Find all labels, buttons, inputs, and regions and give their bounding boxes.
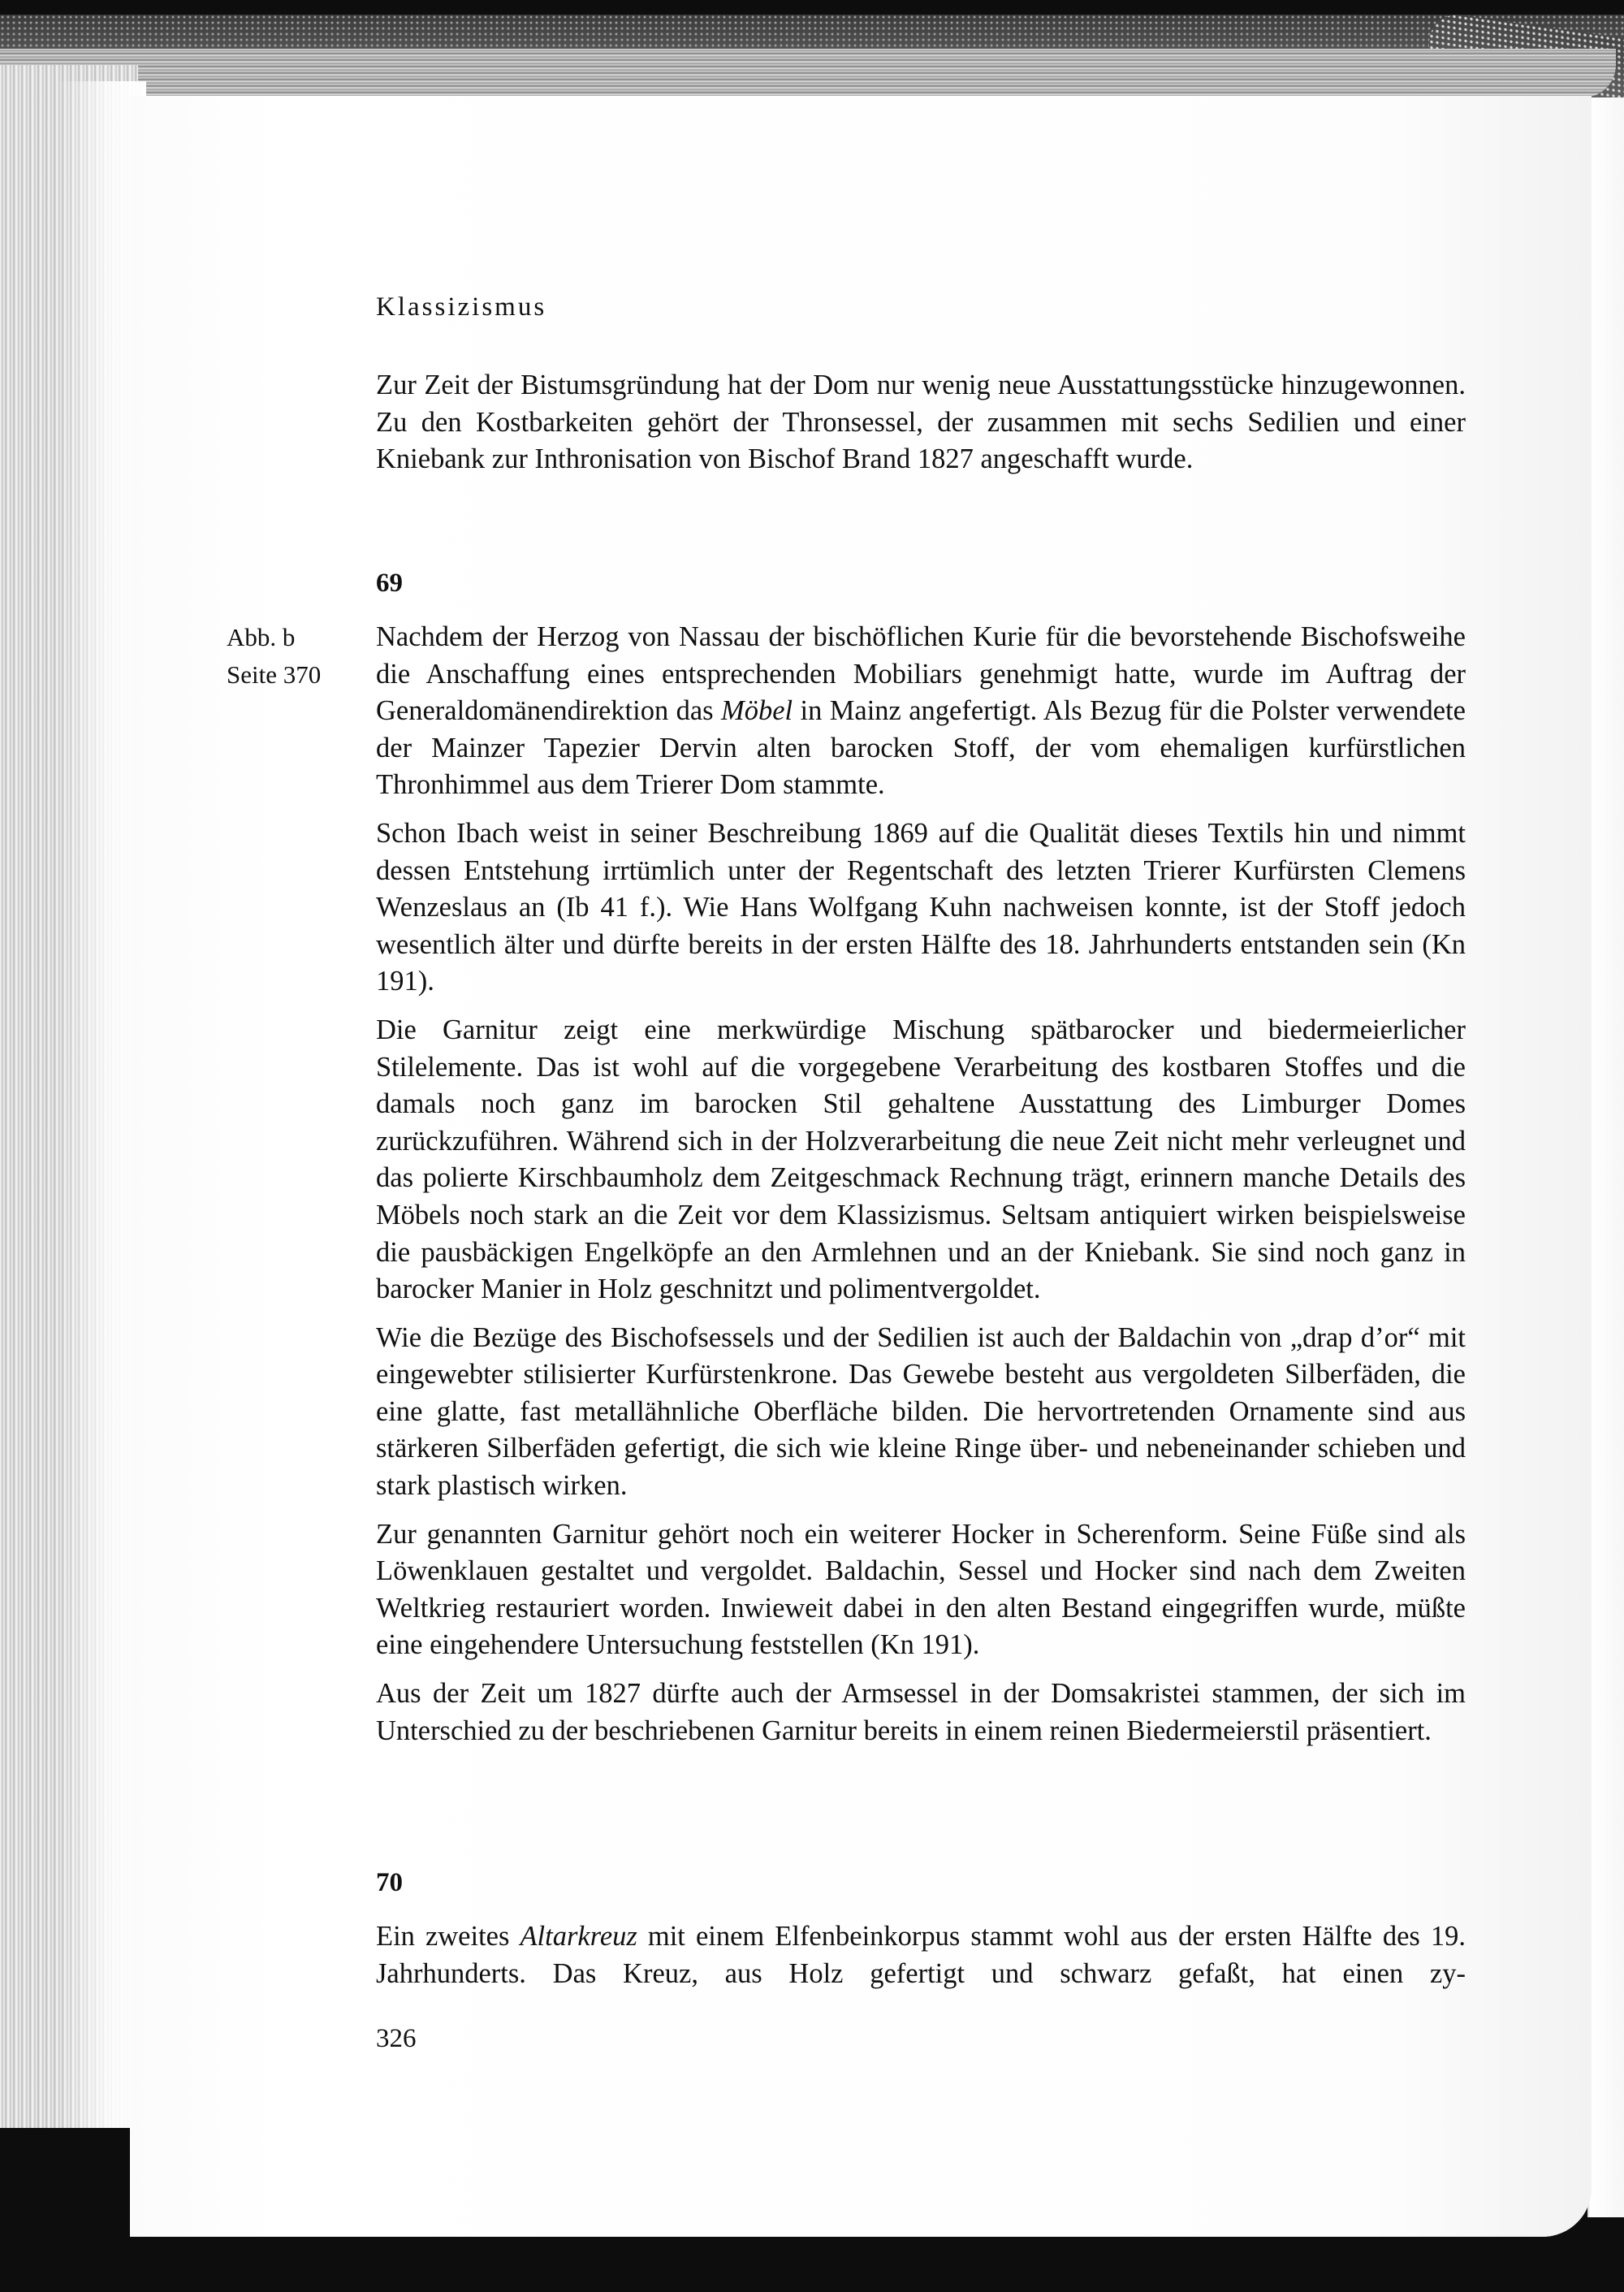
- italic-term: Altarkreuz: [520, 1921, 637, 1952]
- margin-note-figure: Abb. b: [227, 623, 296, 651]
- text-run: Nachdem der Herzog von Nassau der bischöflichen Kurie für die bevorstehende Bischofsweihe die Anschaffung eines entsprechenden Mobiliars genehmigt hatte, wurde im Auftrag der Generaldomänendirektion das: [376, 621, 1466, 727]
- intro-paragraph: Zur Zeit der Bistumsgründung hat der Dom nur wenig neue Ausstattungsstücke hinzugewonnen. Zu den Kostbarkeiten gehört der Thronsessel, der zusammen mit sechs Sedilien und einer Kniebank zur Inthronisation von Bischof Brand 1827 angeschafft wurde.: [376, 370, 1466, 475]
- margin-note-page: Seite 370: [227, 659, 322, 689]
- text-run: Ein zweites: [376, 1921, 520, 1952]
- section-70-body: [376, 1918, 1466, 2004]
- paragraph: Schon Ibach weist in seiner Beschreibung 1869 auf die Qualität dieses Textils hin und nimmt dessen Entstehung irrtümlich unter der Regentschaft des letzten Trierer Kurfürsten Clemens Wenzeslaus an (Ib 41 f.). Wie Hans Wolfgang Kuhn nachweisen konnte, ist der Stoff jedoch wesentlich älter und dürfte bereits in der ersten Hälfte des 18. Jahrhunderts entstanden sein (Kn 191).: [376, 817, 1466, 997]
- section-number-70: 70: [376, 1868, 403, 1897]
- margin-note-figure-ref: [227, 619, 356, 693]
- paragraph: [376, 1918, 1466, 1992]
- section-number-69: 69: [376, 569, 403, 598]
- facing-page-edge: [1587, 97, 1624, 2217]
- intro-section: [376, 367, 1466, 490]
- italic-term: Möbel: [720, 695, 793, 727]
- text-run: mit einem Elfenbeinkorpus stammt wohl aus der ersten Hälfte des 19. Jahrhunderts. Das Kreuz, aus Holz gefertigt und schwarz gefaßt, hat einen zy-: [376, 1921, 1466, 1989]
- running-head: Klassizismus: [376, 292, 547, 322]
- page-stack-top-edge: [0, 49, 1616, 97]
- paragraph: Die Garnitur zeigt eine merkwürdige Mischung spätbarocker und biedermeierlicher Stilelemente. Das ist wohl auf die vorgegebene Verarbeitung des kostbaren Stoffes und die damals noch ganz im barocken Stil gehaltene Ausstattung des Limburger Domes zurückzuführen. Während sich in der Holzverarbeitung die neue Zeit nicht mehr verleugnet und das polierte Kirschbaumholz dem Zeitgeschmack Rechnung trägt, erinnern manche Details des Möbels noch stark an die Zeit vor dem Klassizismus. Seltsam antiquiert wirken beispielsweise die pausbäckigen Engelköpfe an den Armlehnen und an der Kniebank. Sie sind noch ganz in barocker Manier in Holz geschnitzt und polimentvergoldet.: [376, 1014, 1466, 1305]
- paragraph: [376, 619, 1466, 804]
- page-number: 326: [376, 2024, 417, 2053]
- paragraph: Aus der Zeit um 1827 dürfte auch der Armsessel in der Domsakristei stammen, der sich im Unterschied zu der beschriebenen Garnitur bereits in einem reinen Biedermeierstil präsentiert.: [376, 1678, 1466, 1746]
- text-run: in Mainz angefertigt. Als Bezug für die Polster verwendete der Mainzer Tapezier Dervin alten barocken Stoff, der vom ehemaligen kurfürstlichen Thronhimmel aus dem Trierer Dom stammte.: [376, 695, 1466, 801]
- shadow: [0, 2193, 130, 2292]
- paragraph: Wie die Bezüge des Bischofsessels und der Sedilien ist auch der Baldachin von „drap d’or“ mit eingewebter stilisierter Kurfürstenkrone. Das Gewebe besteht aus vergoldeten Silberfäden, die eine glatte, fast metallähnliche Oberfläche bilden. Die hervortretenden Ornamente sind aus stärkeren Silberfäden gefertigt, die sich wie kleine Ringe über- und nebeneinander schieben und stark plastisch wirken.: [376, 1321, 1466, 1502]
- paragraph: Zur genannten Garnitur gehört noch ein weiterer Hocker in Scherenform. Seine Füße sind als Löwenklauen gestaltet und vergoldet. Baldachin, Sessel und Hocker sind nach dem Zweiten Weltkrieg restauriert worden. Inwieweit dabei in den alten Bestand eingegriffen wurde, müßte eine eingehendere Untersuchung feststellen (Kn 191).: [376, 1518, 1466, 1661]
- section-69-body: [376, 619, 1466, 1761]
